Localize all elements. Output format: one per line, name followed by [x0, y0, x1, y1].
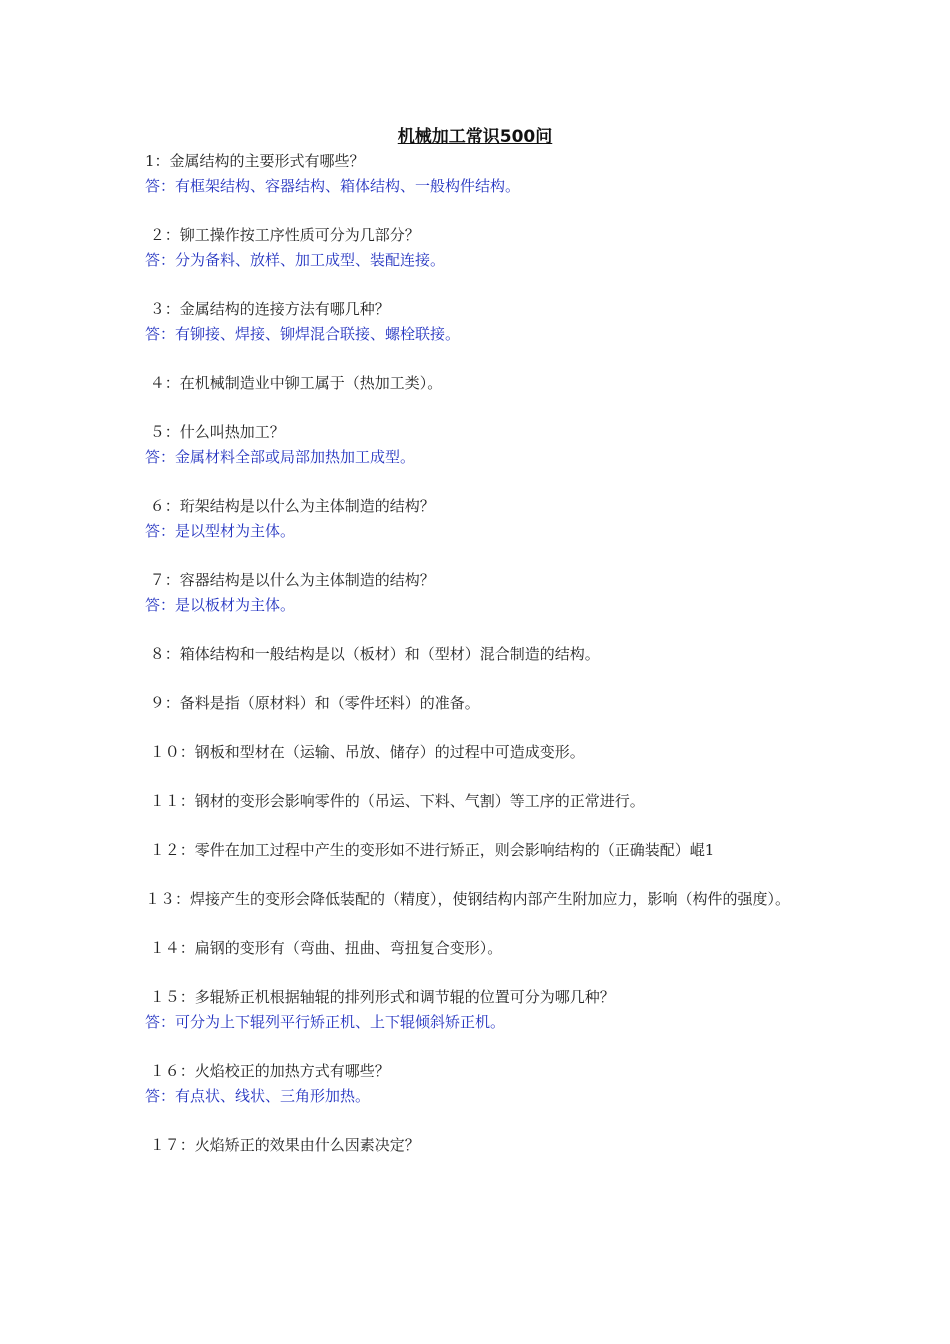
qa-item [145, 420, 810, 470]
question-text: ９：备料是指（原材料）和（零件坯料）的准备。 [145, 694, 480, 712]
question-text: １６：火焰校正的加热方式有哪些？ [145, 1062, 390, 1080]
answer-text: 答：有框架结构、容器结构、箱体结构、一般构件结构。 [145, 177, 521, 195]
qa-item [145, 985, 810, 1035]
qa-item [145, 1133, 810, 1158]
answer-text: 答：有点状、线状、三角形加热。 [145, 1087, 371, 1105]
qa-item [145, 149, 810, 199]
question-text: ４：在机械制造业中铆工属于（热加工类）。 [145, 374, 443, 392]
answer-text: 答：可分为上下辊列平行矫正机、上下辊倾斜矫正机。 [145, 1013, 506, 1031]
question-text: 1：金属结构的主要形式有哪些？ [145, 152, 365, 170]
answer-text: 答：有铆接、焊接、铆焊混合联接、螺栓联接。 [145, 325, 461, 343]
question-text: １７：火焰矫正的效果由什么因素决定？ [145, 1136, 420, 1154]
qa-item [145, 691, 810, 716]
qa-list [145, 149, 810, 1182]
question-text: ７：容器结构是以什么为主体制造的结构？ [145, 571, 435, 589]
question-text: １５：多辊矫正机根据轴辊的排列形式和调节辊的位置可分为哪几种？ [145, 988, 615, 1006]
answer-text: 答：分为备料、放样、加工成型、装配连接。 [145, 251, 446, 269]
qa-item [145, 789, 810, 814]
question-text: １２：零件在加工过程中产生的变形如不进行矫正，则会影响结构的（正确装配）崐1 [145, 841, 715, 859]
answer-text: 答：金属材料全部或局部加热加工成型。 [145, 448, 416, 466]
question-text: ６：珩架结构是以什么为主体制造的结构？ [145, 497, 435, 515]
qa-item [145, 887, 810, 912]
qa-item [145, 1059, 810, 1109]
question-text: １０：钢板和型材在（运输、吊放、储存）的过程中可造成变形。 [145, 743, 585, 761]
qa-item [145, 371, 810, 396]
document-title: 机械加工常识500问 [397, 127, 553, 147]
question-text: ５：什么叫热加工？ [145, 423, 285, 441]
question-text: １１：钢材的变形会影响零件的（吊运、下料、气割）等工序的正常进行。 [145, 792, 645, 810]
answer-text: 答：是以型材为主体。 [145, 522, 296, 540]
question-text: １４：扁钢的变形有（弯曲、扭曲、弯扭复合变形）。 [145, 939, 503, 957]
qa-item [145, 297, 810, 347]
qa-item [145, 494, 810, 544]
qa-item [145, 568, 810, 618]
qa-item [145, 838, 810, 863]
qa-item [145, 740, 810, 765]
qa-item [145, 642, 810, 667]
question-text: ２：铆工操作按工序性质可分为几部分？ [145, 226, 420, 244]
qa-item [145, 936, 810, 961]
question-text: ３：金属结构的连接方法有哪几种？ [145, 300, 390, 318]
qa-item [145, 223, 810, 273]
question-text: １３：焊接产生的变形会降低装配的（精度），使钢结构内部产生附加应力，影响（构件的强度）。 [145, 890, 791, 908]
answer-text: 答：是以板材为主体。 [145, 596, 296, 614]
question-text: ８：箱体结构和一般结构是以（板材）和（型材）混合制造的结构。 [145, 645, 600, 663]
